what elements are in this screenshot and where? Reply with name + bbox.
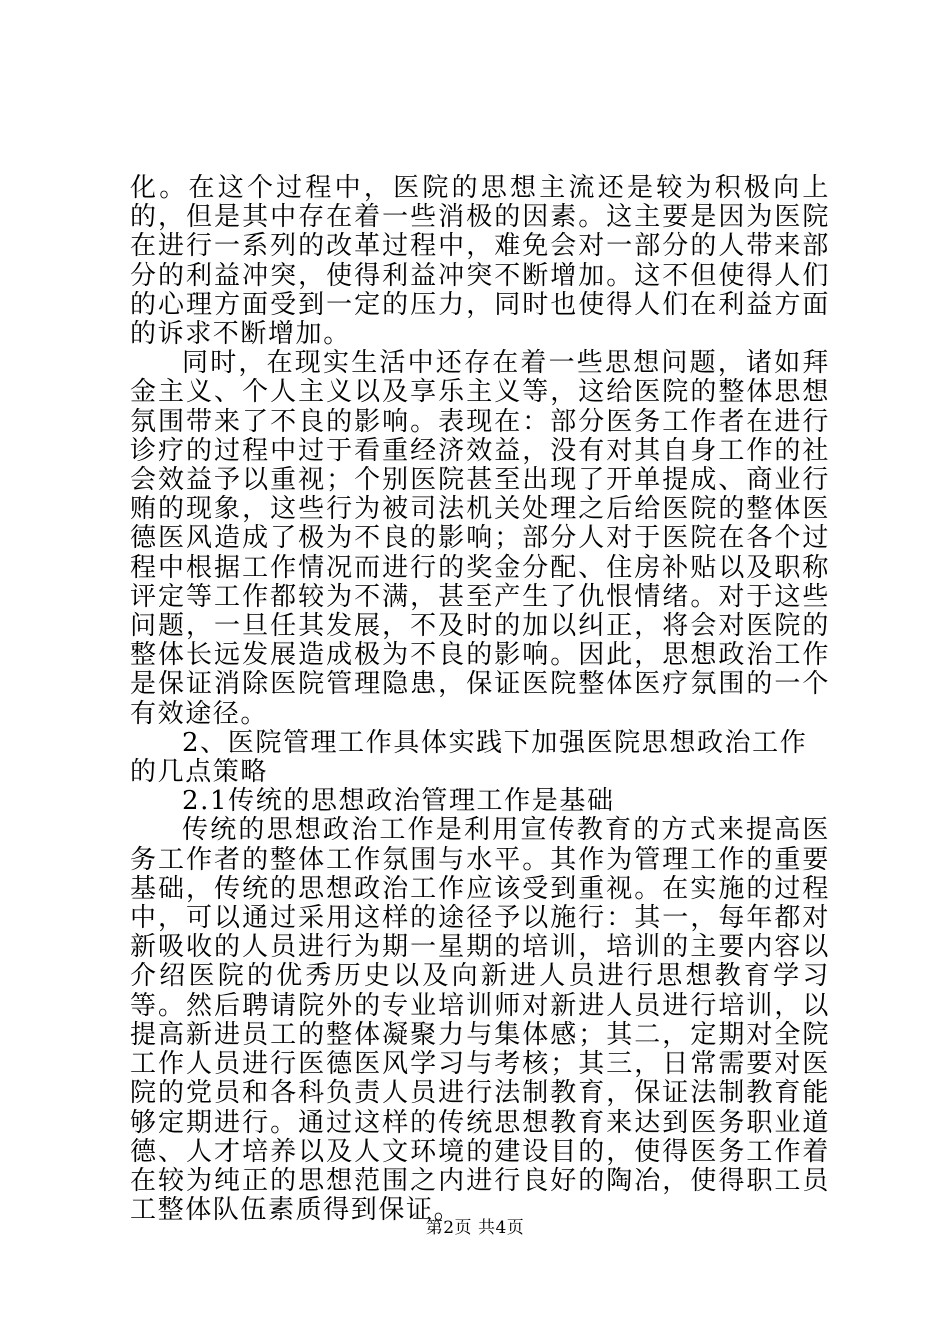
paragraph-ideological-problems: 同时，在现实生活中还存在着一些思想问题，诸如拜金主义、个人主义以及享乐主义等，这给医院的整体思想氛围带来了不良的影响。表现在：部分医务工作者在进行诊疗的过程中过于看重经济效益，没有对其自身工作的社会效益予以重视；个别医院甚至出现了开单提成、商业行贿的现象，这些行为被司法机关处理之后给医院的整体医德医风造成了极为不良的影响；部分人对于医院在各个过程中根据工作情况而进行的奖金分配、住房补贴以及职称评定等工作都较为不满，甚至产生了仇恨情绪。对于这些问题，一旦任其发展，不及时的加以纠正，将会对医院的整体长远发展造成极为不良的影响。因此，思想政治工作是保证消除医院管理隐患，保证医院整体医疗氛围的一个有效途径。 bbox=[130, 348, 830, 729]
document-body bbox=[130, 174, 830, 1225]
paragraph-traditional-work: 传统的思想政治工作是利用宣传教育的方式来提高医务工作者的整体工作氛围与水平。其作为管理工作的重要基础，传统的思想政治工作应该受到重视。在实施的过程中，可以通过采用这样的途径予以施行：其一，每年都对新吸收的人员进行为期一星期的培训，培训的主要内容以介绍医院的优秀历史以及向新进人员进行思想教育学习等。然后聘请院外的专业培训师对新进人员进行培训，以提高新进员工的整体凝聚力与集体感；其二，定期对全院工作人员进行医德医风学习与考核；其三，日常需要对医院的党员和各科负责人员进行法制教育，保证法制教育能够定期进行。通过这样的传统思想教育来达到医务职业道德、人才培养以及人文环境的建设目的，使得医务工作着在较为纯正的思想范围之内进行良好的陶冶，使得职工员工整体队伍素质得到保证。 bbox=[130, 815, 830, 1226]
subsection-heading-2-1: 2.1传统的思想政治管理工作是基础 bbox=[182, 786, 615, 817]
paragraph-continuation: 化。在这个过程中，医院的思想主流还是较为积极向上的，但是其中存在着一些消极的因素。这主要是因为医院在进行一系列的改革过程中，难免会对一部分的人带来部分的利益冲突，使得利益冲突不断增加。这不但使得人们的心理方面受到一定的压力，同时也使得人们在利益方面的诉求不断增加。 bbox=[130, 173, 830, 350]
section-heading-2: 2、医院管理工作具体实践下加强医院思想政治工作的几点策略 bbox=[130, 727, 808, 788]
page-number-footer: 第2页 共4页 bbox=[425, 1218, 525, 1238]
